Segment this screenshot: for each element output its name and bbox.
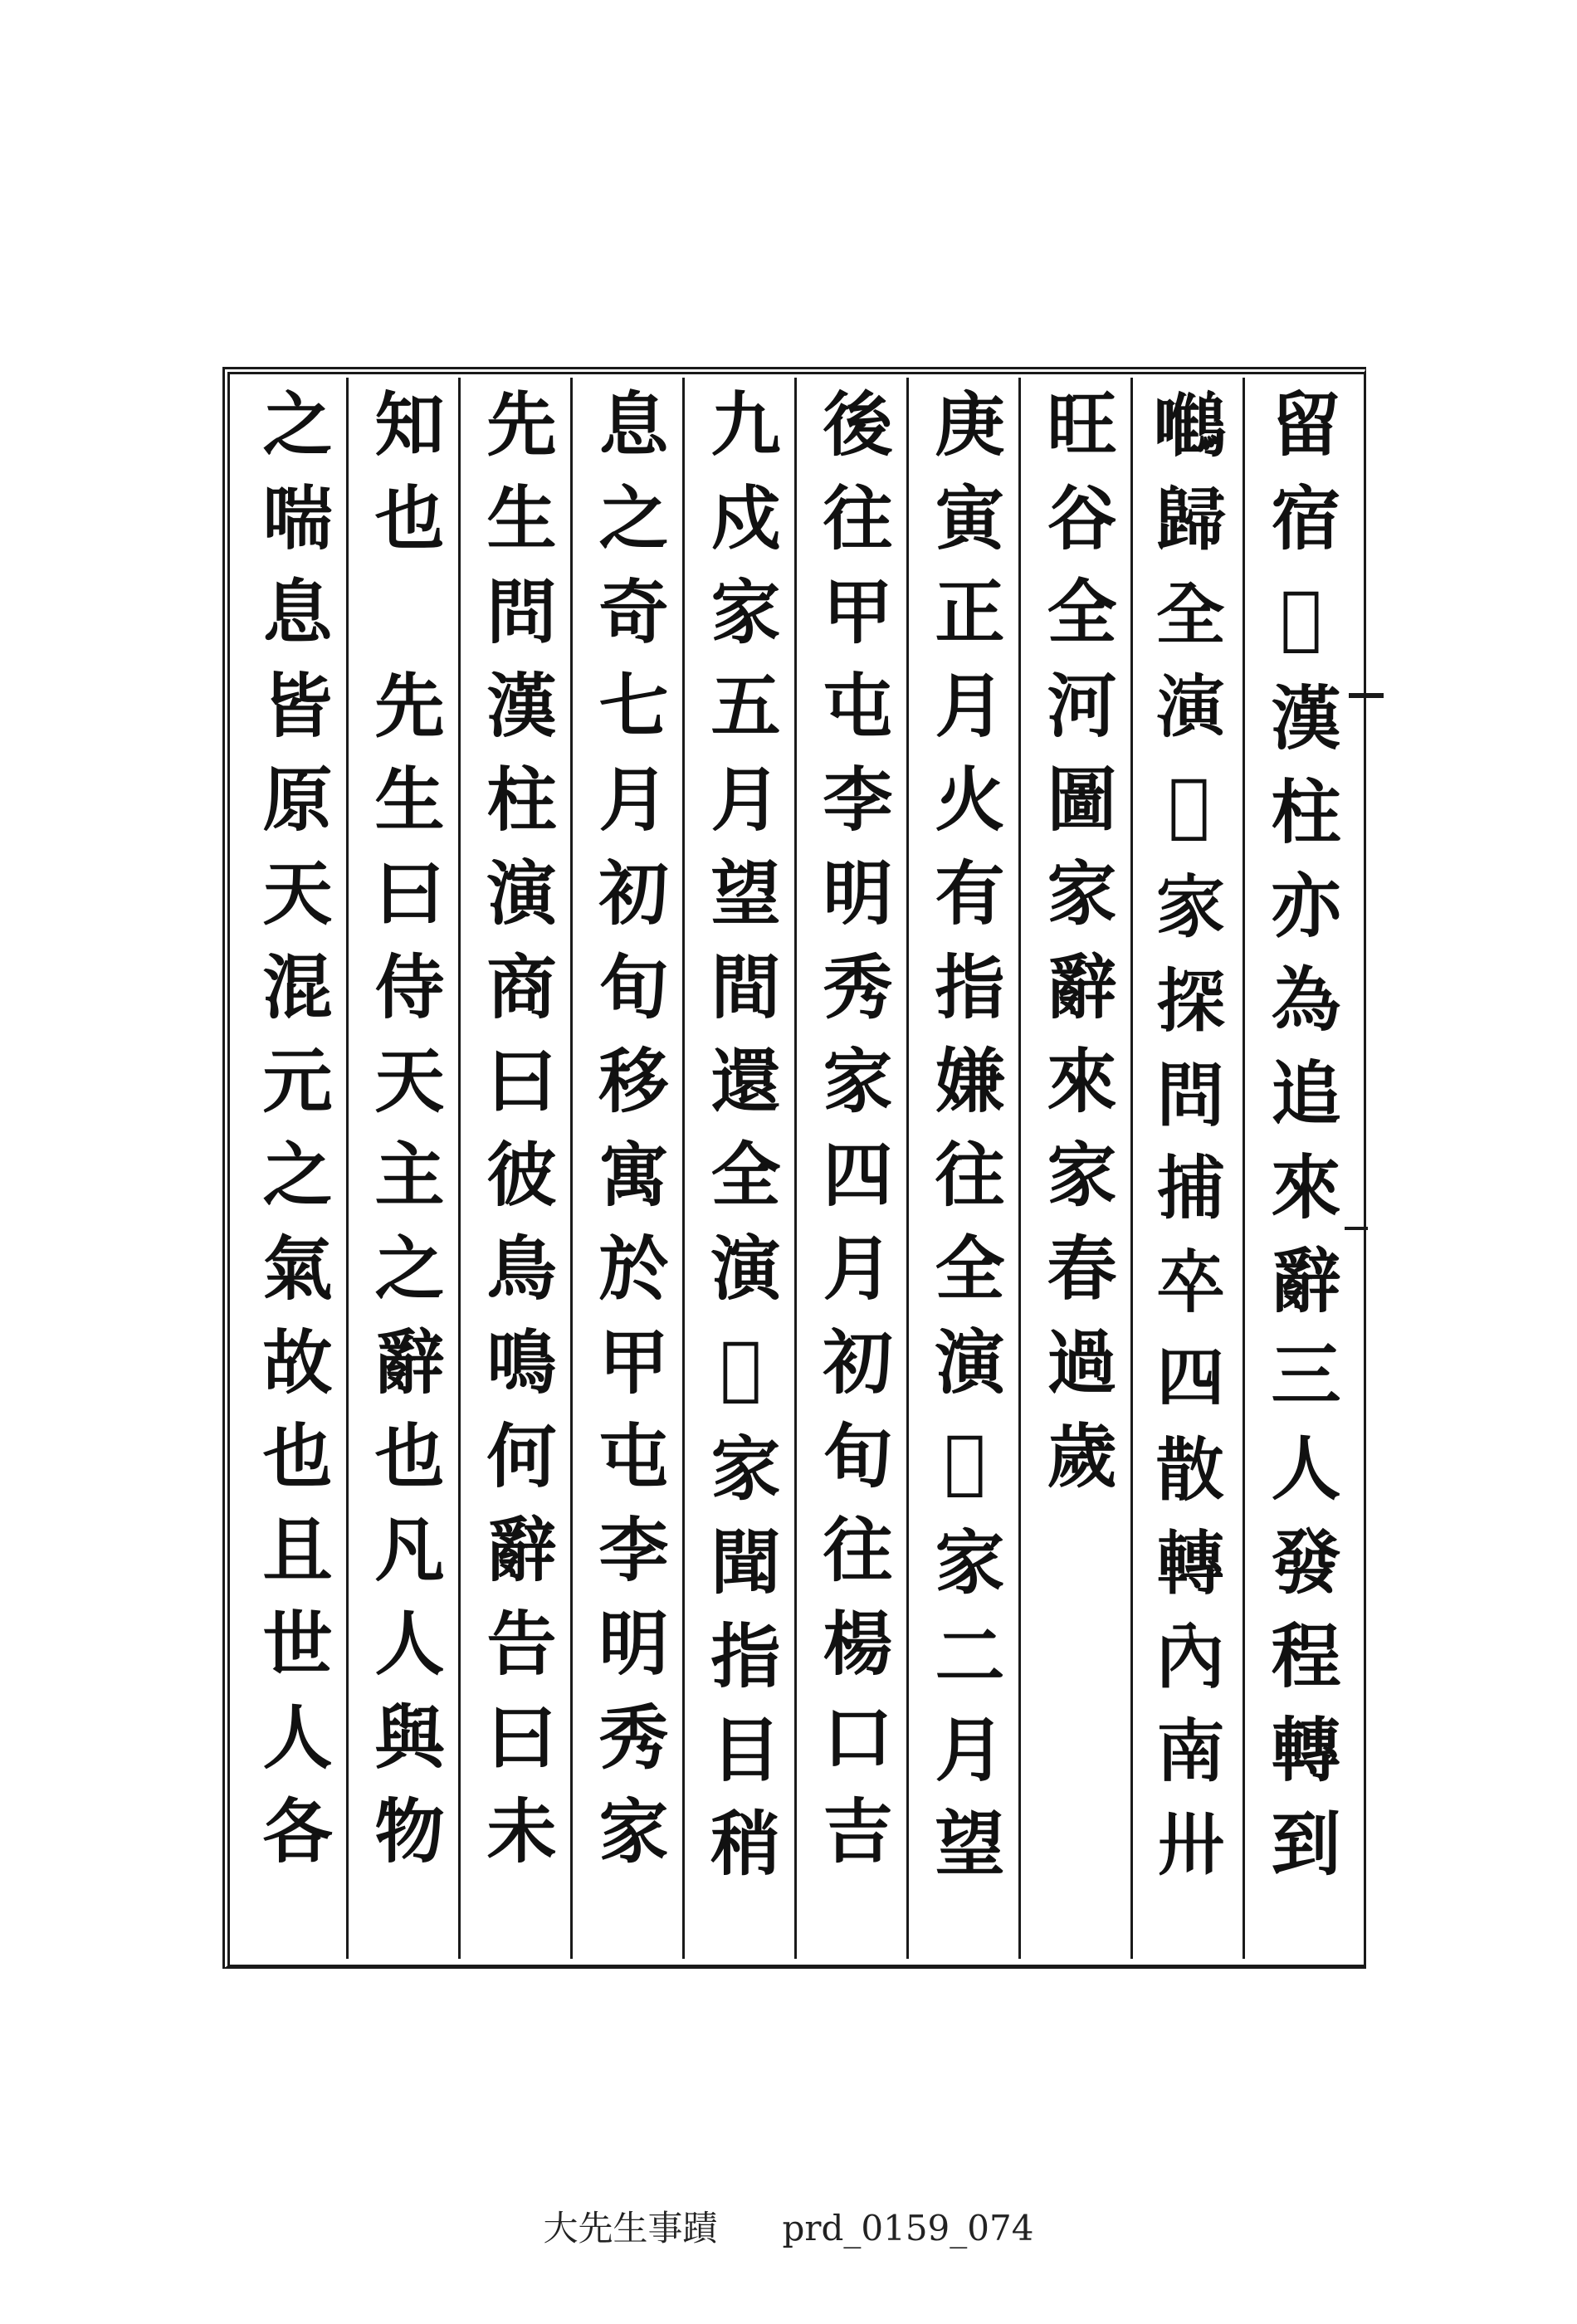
text-column-3 (1021, 378, 1133, 1959)
column-text: 旺谷全河圖家辭來家春過歲 (1036, 388, 1118, 1513)
column-text: 九戍家五月望間還全演𪆣家聞指目稍 (700, 388, 782, 1901)
footer-title: 大先生事蹟 (543, 2208, 718, 2248)
column-text: 𪄼歸全演𪆣家探問捕卒四散轉內南卅 (1148, 388, 1230, 1901)
column-text: 之喘息皆原天混元之氣故也且世人各 (251, 388, 334, 1888)
column-text: 後往甲屯李明秀家四月初旬往楊口吉 (812, 388, 894, 1888)
column-text: 息之奇七月初旬移寓於甲屯李明秀家 (588, 388, 670, 1888)
text-column-1 (1245, 378, 1357, 1959)
text-column-10 (237, 378, 349, 1959)
text-column-6 (685, 378, 797, 1959)
column-text: 先生問漢柱演商曰彼鳥鳴何辭告曰未 (476, 388, 558, 1888)
footer-code: prd_0159_074 (782, 2208, 1034, 2248)
text-column-5 (797, 378, 909, 1959)
column-text: 知也 先生曰侍天主之辭也凡人與物 (364, 388, 446, 1888)
column-text: 庚寅正月火有指嫌往全演𪆣家二月望 (924, 388, 1006, 1901)
text-column-4 (909, 378, 1021, 1959)
page-footer (0, 2201, 1577, 2251)
text-column-2 (1133, 378, 1245, 1959)
text-column-9 (349, 378, 461, 1959)
text-column-7 (573, 378, 685, 1959)
column-text: 留宿𥙊漢柱亦為追來辭三人發程轉到 (1260, 388, 1342, 1901)
text-column-8 (461, 378, 573, 1959)
text-columns (237, 378, 1357, 1959)
